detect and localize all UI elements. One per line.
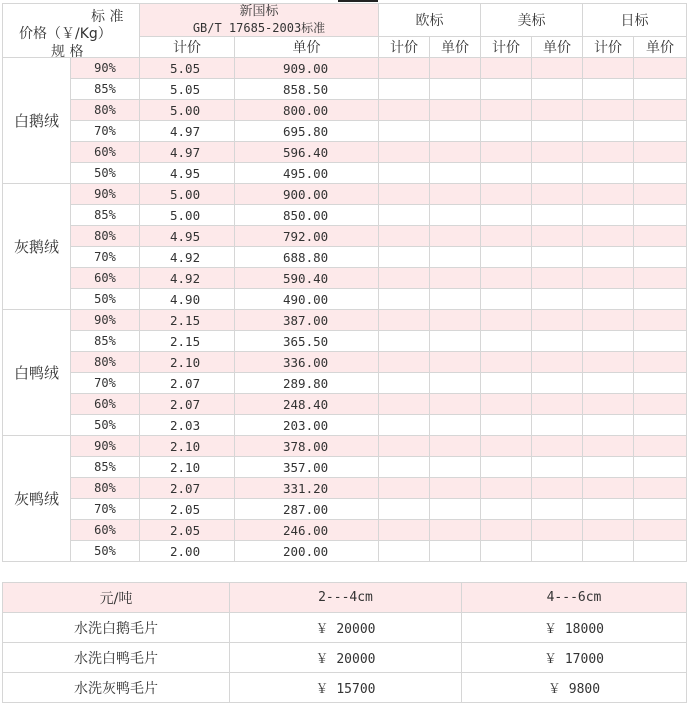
feather-sheet-table: [2, 582, 687, 703]
empty-price-cell: [481, 310, 532, 331]
empty-price-cell: [634, 205, 687, 226]
empty-price-cell: [532, 457, 583, 478]
sheet-name-cell: 水洗灰鸭毛片: [3, 673, 230, 703]
empty-price-cell: [379, 226, 430, 247]
empty-price-cell: [532, 142, 583, 163]
price-row: [3, 310, 687, 331]
gb-danjia-cell: 688.80: [235, 247, 379, 268]
spec-cell: 80%: [71, 352, 140, 373]
empty-price-cell: [379, 268, 430, 289]
gb-danjia-cell: 331.20: [235, 478, 379, 499]
empty-price-cell: [532, 184, 583, 205]
gb-jijia-cell: 4.95: [140, 226, 235, 247]
empty-price-cell: [430, 268, 481, 289]
price-row: [3, 478, 687, 499]
spec-cell: 60%: [71, 268, 140, 289]
empty-price-cell: [481, 205, 532, 226]
empty-price-cell: [430, 415, 481, 436]
empty-price-cell: [583, 436, 634, 457]
empty-price-cell: [379, 394, 430, 415]
price-row: [3, 79, 687, 100]
top-tab-marker: [338, 0, 378, 2]
empty-price-cell: [481, 100, 532, 121]
empty-price-cell: [583, 520, 634, 541]
price-row: [3, 121, 687, 142]
gb-jijia-cell: 5.00: [140, 100, 235, 121]
empty-price-cell: [532, 247, 583, 268]
empty-price-cell: [532, 415, 583, 436]
empty-price-cell: [379, 247, 430, 268]
spec-cell: 90%: [71, 436, 140, 457]
empty-price-cell: [481, 79, 532, 100]
spec-cell: 50%: [71, 541, 140, 562]
empty-price-cell: [430, 58, 481, 79]
empty-price-cell: [583, 352, 634, 373]
gb-jijia-cell: 2.00: [140, 541, 235, 562]
eu-standard-header: 欧标: [379, 4, 481, 37]
empty-price-cell: [532, 352, 583, 373]
spec-cell: 60%: [71, 520, 140, 541]
price-unit-label: 价格（￥/Kg）: [19, 26, 112, 42]
gb-jijia-cell: 5.05: [140, 79, 235, 100]
spec-cell: 60%: [71, 142, 140, 163]
gb-jijia-cell: 2.10: [140, 352, 235, 373]
gb-jijia-cell: 2.07: [140, 373, 235, 394]
empty-price-cell: [430, 436, 481, 457]
empty-price-cell: [583, 394, 634, 415]
gb-danjia-cell: 695.80: [235, 121, 379, 142]
gb-jijia-cell: 2.07: [140, 478, 235, 499]
price-row: [3, 352, 687, 373]
spec-cell: 70%: [71, 499, 140, 520]
price-row: [3, 457, 687, 478]
empty-price-cell: [532, 394, 583, 415]
empty-price-cell: [379, 331, 430, 352]
spec-cell: 85%: [71, 457, 140, 478]
sheet-price-cell: ￥ 9800: [462, 673, 687, 703]
empty-price-cell: [379, 142, 430, 163]
empty-price-cell: [481, 289, 532, 310]
empty-price-cell: [532, 331, 583, 352]
gb-code: GB/T 17685-2003标准: [192, 21, 326, 35]
price-row: [3, 415, 687, 436]
gb-danjia-cell: 387.00: [235, 310, 379, 331]
empty-price-cell: [430, 541, 481, 562]
empty-price-cell: [430, 331, 481, 352]
empty-price-cell: [481, 541, 532, 562]
gb-danjia-cell: 858.50: [235, 79, 379, 100]
empty-price-cell: [583, 541, 634, 562]
empty-price-cell: [532, 373, 583, 394]
gb-jijia-cell: 2.10: [140, 436, 235, 457]
sheet-size1-header: 2---4cm: [230, 583, 462, 613]
gb-danjia-cell: 596.40: [235, 142, 379, 163]
empty-price-cell: [481, 226, 532, 247]
empty-price-cell: [379, 79, 430, 100]
gb-danjia-cell: 490.00: [235, 289, 379, 310]
empty-price-cell: [634, 373, 687, 394]
empty-price-cell: [634, 415, 687, 436]
eu-danjia-header: 单价: [430, 37, 481, 58]
gb-danjia-cell: 590.40: [235, 268, 379, 289]
gb-jijia-cell: 5.00: [140, 184, 235, 205]
price-row: [3, 142, 687, 163]
grade-name-cell: 白鹅绒: [3, 58, 71, 184]
empty-price-cell: [583, 142, 634, 163]
grade-name-cell: 白鸭绒: [3, 310, 71, 436]
empty-price-cell: [532, 520, 583, 541]
empty-price-cell: [379, 163, 430, 184]
price-row: [3, 541, 687, 562]
empty-price-cell: [430, 499, 481, 520]
empty-price-cell: [430, 394, 481, 415]
sheet-price-cell: ￥ 20000: [230, 613, 462, 643]
us-standard-header: 美标: [481, 4, 583, 37]
spec-cell: 60%: [71, 394, 140, 415]
standard-label: 标 准: [91, 9, 124, 25]
empty-price-cell: [532, 163, 583, 184]
gb-jijia-cell: 4.90: [140, 289, 235, 310]
empty-price-cell: [532, 541, 583, 562]
empty-price-cell: [634, 247, 687, 268]
spec-cell: 70%: [71, 121, 140, 142]
empty-price-cell: [583, 226, 634, 247]
empty-price-cell: [481, 499, 532, 520]
empty-price-cell: [583, 415, 634, 436]
gb-danjia-cell: 909.00: [235, 58, 379, 79]
spec-cell: 80%: [71, 478, 140, 499]
empty-price-cell: [532, 100, 583, 121]
empty-price-cell: [481, 247, 532, 268]
empty-price-cell: [583, 310, 634, 331]
empty-price-cell: [481, 352, 532, 373]
empty-price-cell: [379, 289, 430, 310]
empty-price-cell: [583, 184, 634, 205]
empty-price-cell: [379, 478, 430, 499]
empty-price-cell: [481, 121, 532, 142]
empty-price-cell: [583, 268, 634, 289]
gb-title: 新国标: [239, 4, 279, 19]
sheet-price-cell: ￥ 17000: [462, 643, 687, 673]
empty-price-cell: [430, 163, 481, 184]
empty-price-cell: [634, 226, 687, 247]
empty-price-cell: [583, 289, 634, 310]
empty-price-cell: [481, 436, 532, 457]
empty-price-cell: [634, 268, 687, 289]
price-row: [3, 184, 687, 205]
spec-cell: 85%: [71, 205, 140, 226]
empty-price-cell: [379, 415, 430, 436]
empty-price-cell: [634, 457, 687, 478]
price-row: [3, 499, 687, 520]
empty-price-cell: [583, 121, 634, 142]
empty-price-cell: [583, 373, 634, 394]
empty-price-cell: [583, 331, 634, 352]
gb-danjia-cell: 378.00: [235, 436, 379, 457]
jp-danjia-header: 单价: [634, 37, 687, 58]
gb-jijia-cell: 4.92: [140, 247, 235, 268]
empty-price-cell: [634, 541, 687, 562]
gb-danjia-cell: 289.80: [235, 373, 379, 394]
sheet-name-cell: 水洗白鹅毛片: [3, 613, 230, 643]
empty-price-cell: [379, 100, 430, 121]
spec-cell: 90%: [71, 310, 140, 331]
empty-price-cell: [481, 184, 532, 205]
spec-cell: 80%: [71, 226, 140, 247]
empty-price-cell: [481, 268, 532, 289]
empty-price-cell: [634, 142, 687, 163]
gb-jijia-cell: 2.10: [140, 457, 235, 478]
empty-price-cell: [634, 520, 687, 541]
empty-price-cell: [430, 79, 481, 100]
price-row: [3, 163, 687, 184]
price-row: [3, 268, 687, 289]
spec-cell: 70%: [71, 247, 140, 268]
down-price-table: [2, 3, 687, 562]
gb-danjia-cell: 792.00: [235, 226, 379, 247]
empty-price-cell: [379, 184, 430, 205]
empty-price-cell: [430, 121, 481, 142]
empty-price-cell: [481, 394, 532, 415]
empty-price-cell: [481, 415, 532, 436]
empty-price-cell: [634, 310, 687, 331]
empty-price-cell: [583, 100, 634, 121]
price-row: [3, 205, 687, 226]
spec-cell: 85%: [71, 79, 140, 100]
spec-cell: 90%: [71, 58, 140, 79]
gb-jijia-cell: 2.05: [140, 520, 235, 541]
jp-standard-header: 日标: [583, 4, 687, 37]
sheet-price-cell: ￥ 15700: [230, 673, 462, 703]
empty-price-cell: [430, 373, 481, 394]
spec-cell: 50%: [71, 163, 140, 184]
gb-jijia-cell: 4.95: [140, 163, 235, 184]
spec-cell: 85%: [71, 331, 140, 352]
price-row: [3, 436, 687, 457]
price-row: [3, 226, 687, 247]
empty-price-cell: [532, 499, 583, 520]
spec-cell: 70%: [71, 373, 140, 394]
empty-price-cell: [379, 310, 430, 331]
gb-jijia-cell: 2.05: [140, 499, 235, 520]
empty-price-cell: [481, 478, 532, 499]
gb-jijia-cell: 2.03: [140, 415, 235, 436]
empty-price-cell: [583, 58, 634, 79]
gb-jijia-cell: 5.05: [140, 58, 235, 79]
price-row: [3, 373, 687, 394]
empty-price-cell: [634, 79, 687, 100]
price-row: [3, 394, 687, 415]
gb-danjia-cell: 495.00: [235, 163, 379, 184]
empty-price-cell: [583, 457, 634, 478]
empty-price-cell: [532, 79, 583, 100]
empty-price-cell: [634, 352, 687, 373]
eu-jijia-header: 计价: [379, 37, 430, 58]
empty-price-cell: [430, 142, 481, 163]
gb-jijia-cell: 4.92: [140, 268, 235, 289]
empty-price-cell: [430, 457, 481, 478]
empty-price-cell: [481, 142, 532, 163]
empty-price-cell: [379, 58, 430, 79]
spec-label: 规 格: [51, 44, 84, 60]
empty-price-cell: [481, 331, 532, 352]
gb-jijia-cell: 2.15: [140, 331, 235, 352]
gb-danjia-cell: 287.00: [235, 499, 379, 520]
empty-price-cell: [379, 352, 430, 373]
sheet-price-cell: ￥ 20000: [230, 643, 462, 673]
gb-danjia-cell: 800.00: [235, 100, 379, 121]
grade-name-cell: 灰鹅绒: [3, 184, 71, 310]
sheet-price-cell: ￥ 18000: [462, 613, 687, 643]
us-jijia-header: 计价: [481, 37, 532, 58]
empty-price-cell: [430, 205, 481, 226]
empty-price-cell: [583, 163, 634, 184]
price-row: [3, 247, 687, 268]
empty-price-cell: [583, 478, 634, 499]
empty-price-cell: [430, 478, 481, 499]
gb-danjia-cell: 203.00: [235, 415, 379, 436]
sheet-size2-header: 4---6cm: [462, 583, 687, 613]
gb-danjia-cell: 365.50: [235, 331, 379, 352]
empty-price-cell: [430, 100, 481, 121]
empty-price-cell: [634, 289, 687, 310]
empty-price-cell: [379, 520, 430, 541]
price-row: [3, 100, 687, 121]
empty-price-cell: [583, 79, 634, 100]
empty-price-cell: [634, 499, 687, 520]
empty-price-cell: [532, 310, 583, 331]
gb-standard-header: [140, 4, 379, 37]
price-row: [3, 520, 687, 541]
gb-jijia-cell: 4.97: [140, 142, 235, 163]
gb-danjia-header: 单价: [235, 37, 379, 58]
corner-header-cell: [3, 4, 140, 58]
empty-price-cell: [430, 310, 481, 331]
gb-danjia-cell: 246.00: [235, 520, 379, 541]
empty-price-cell: [532, 226, 583, 247]
empty-price-cell: [532, 121, 583, 142]
empty-price-cell: [481, 457, 532, 478]
gb-danjia-cell: 850.00: [235, 205, 379, 226]
empty-price-cell: [481, 58, 532, 79]
empty-price-cell: [583, 247, 634, 268]
jp-jijia-header: 计价: [583, 37, 634, 58]
us-danjia-header: 单价: [532, 37, 583, 58]
empty-price-cell: [532, 436, 583, 457]
sheet-name-cell: 水洗白鸭毛片: [3, 643, 230, 673]
empty-price-cell: [430, 520, 481, 541]
gb-jijia-cell: 2.07: [140, 394, 235, 415]
empty-price-cell: [634, 58, 687, 79]
price-row: [3, 289, 687, 310]
spec-cell: 90%: [71, 184, 140, 205]
empty-price-cell: [634, 121, 687, 142]
gb-danjia-cell: 200.00: [235, 541, 379, 562]
spec-cell: 50%: [71, 415, 140, 436]
price-row: [3, 58, 687, 79]
empty-price-cell: [379, 121, 430, 142]
gb-jijia-header: 计价: [140, 37, 235, 58]
spec-cell: 50%: [71, 289, 140, 310]
gb-jijia-cell: 2.15: [140, 310, 235, 331]
empty-price-cell: [379, 541, 430, 562]
empty-price-cell: [634, 331, 687, 352]
empty-price-cell: [634, 436, 687, 457]
empty-price-cell: [430, 184, 481, 205]
empty-price-cell: [379, 436, 430, 457]
price-table-body: [3, 58, 687, 562]
empty-price-cell: [532, 478, 583, 499]
price-row: [3, 331, 687, 352]
gb-jijia-cell: 4.97: [140, 121, 235, 142]
empty-price-cell: [379, 499, 430, 520]
empty-price-cell: [379, 373, 430, 394]
empty-price-cell: [634, 184, 687, 205]
sheet-unit-header: 元/吨: [3, 583, 230, 613]
gb-danjia-cell: 900.00: [235, 184, 379, 205]
empty-price-cell: [481, 163, 532, 184]
empty-price-cell: [532, 268, 583, 289]
gb-danjia-cell: 357.00: [235, 457, 379, 478]
empty-price-cell: [481, 520, 532, 541]
empty-price-cell: [634, 394, 687, 415]
empty-price-cell: [634, 478, 687, 499]
empty-price-cell: [481, 373, 532, 394]
empty-price-cell: [532, 58, 583, 79]
empty-price-cell: [634, 100, 687, 121]
spec-cell: 80%: [71, 100, 140, 121]
grade-name-cell: 灰鸭绒: [3, 436, 71, 562]
empty-price-cell: [430, 352, 481, 373]
empty-price-cell: [532, 289, 583, 310]
gb-jijia-cell: 5.00: [140, 205, 235, 226]
empty-price-cell: [379, 457, 430, 478]
empty-price-cell: [430, 289, 481, 310]
empty-price-cell: [583, 499, 634, 520]
empty-price-cell: [634, 163, 687, 184]
empty-price-cell: [379, 205, 430, 226]
empty-price-cell: [583, 205, 634, 226]
empty-price-cell: [532, 205, 583, 226]
gb-danjia-cell: 336.00: [235, 352, 379, 373]
gb-danjia-cell: 248.40: [235, 394, 379, 415]
empty-price-cell: [430, 226, 481, 247]
empty-price-cell: [430, 247, 481, 268]
